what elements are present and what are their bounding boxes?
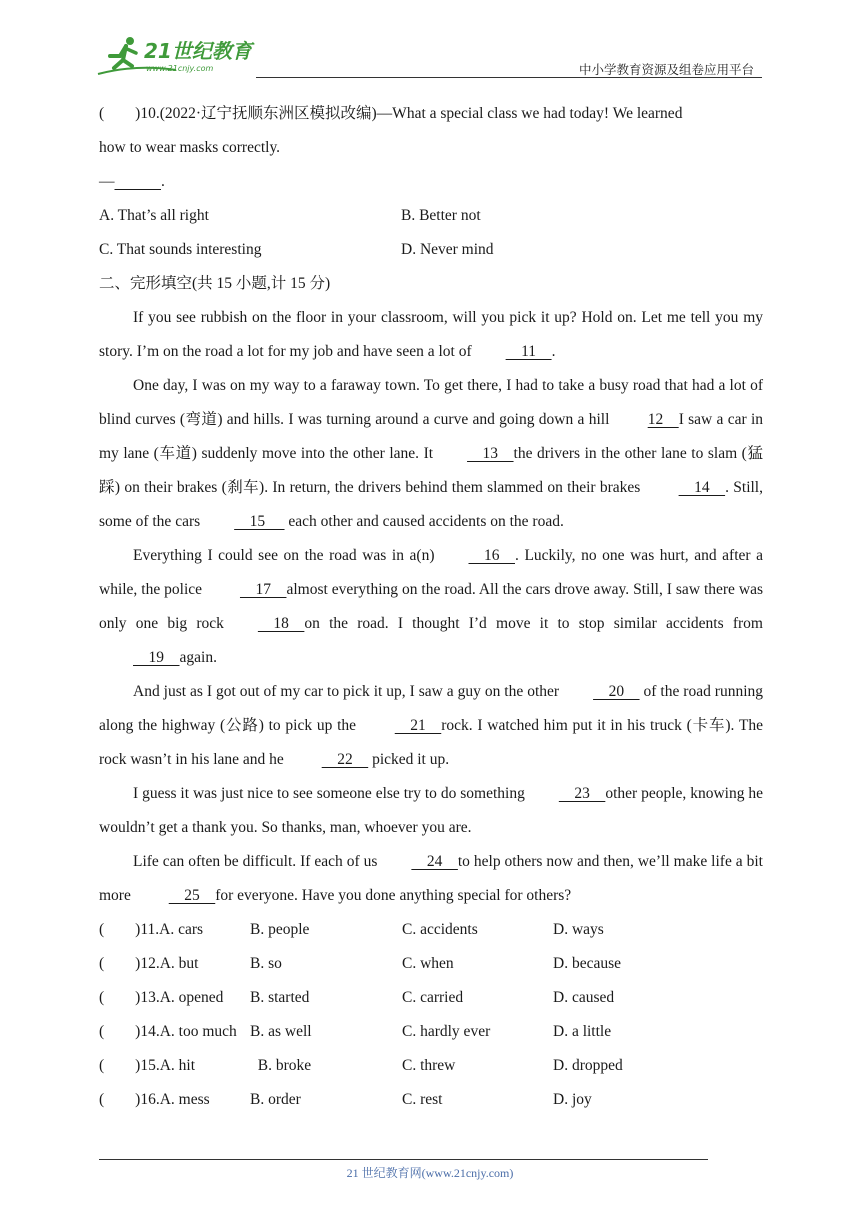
question-number: ( )16.	[99, 1091, 160, 1108]
passage-paragraph-6: Life can often be difficult. If each of us 24 to help others now and then, we’ll make life a bit more 25 for everyone. Have you done anything special for others?	[99, 845, 763, 913]
q10-options-row-1	[99, 199, 763, 233]
question-number: ( )11.	[99, 921, 160, 938]
option-c[interactable]: C. when	[402, 955, 454, 972]
option-c[interactable]: C. accidents	[402, 921, 478, 938]
option-b[interactable]: B. broke	[250, 1057, 312, 1074]
question-number: ( )14.	[99, 1023, 160, 1040]
question-row	[99, 1015, 763, 1049]
document-body	[99, 97, 763, 1117]
passage-paragraph-1: If you see rubbish on the floor in your classroom, will you pick it up? Hold on. Let me tell you my story. I’m on the road a lot for my job and have seen a lot of 11 .	[99, 301, 763, 369]
section-title: 二、完形填空(共 15 小题,计 15 分)	[99, 275, 331, 292]
option-a[interactable]: A. cars	[159, 921, 204, 938]
q10-option-d[interactable]: D. Never mind	[401, 241, 494, 258]
q10-answer-line: — .	[99, 165, 763, 199]
option-c[interactable]: C. carried	[402, 989, 464, 1006]
blank-20[interactable]: 20	[593, 683, 640, 700]
option-d[interactable]: D. because	[553, 955, 621, 972]
blank-22[interactable]: 22	[321, 751, 369, 768]
logo-url: www.21cnjy.com	[146, 64, 214, 73]
option-d[interactable]: D. a little	[553, 1023, 612, 1040]
logo	[96, 34, 256, 78]
page-header	[96, 34, 762, 78]
option-a[interactable]: A. too much	[159, 1023, 237, 1040]
option-d[interactable]: D. ways	[553, 921, 604, 938]
option-a[interactable]: A. hit	[159, 1057, 196, 1074]
question-number: ( )12.	[99, 955, 160, 972]
blank-24[interactable]: 24	[411, 853, 458, 870]
page-footer: 21 世纪教育网(www.21cnjy.com)	[346, 1166, 514, 1180]
q10-stem	[99, 97, 763, 165]
blank-25[interactable]: 25	[168, 887, 216, 904]
blank-21[interactable]: 21	[394, 717, 442, 734]
blank-15[interactable]: 15	[234, 513, 285, 530]
passage-paragraph-5: I guess it was just nice to see someone else try to do something 23 other people, knowing he wouldn’t get a thank you. So thanks, man, whoever you are.	[99, 777, 763, 845]
blank-19[interactable]: 19	[133, 649, 180, 666]
question-row	[99, 981, 763, 1015]
option-c[interactable]: C. rest	[402, 1091, 443, 1108]
q10-stem-line2: how to wear masks correctly.	[99, 139, 281, 156]
option-b[interactable]: B. people	[250, 921, 310, 938]
q10-options-row-2	[99, 233, 763, 267]
question-list	[99, 913, 763, 1117]
option-d[interactable]: D. dropped	[553, 1057, 623, 1074]
option-d[interactable]: D. joy	[553, 1091, 592, 1108]
question-row	[99, 913, 763, 947]
option-a[interactable]: A. but	[159, 955, 199, 972]
question-number: ( )13.	[99, 989, 160, 1006]
header-divider	[256, 77, 762, 78]
q10-option-b[interactable]: B. Better not	[401, 207, 481, 224]
question-row	[99, 1049, 763, 1083]
blank-13[interactable]: 13	[467, 445, 514, 462]
option-b[interactable]: B. as well	[250, 1023, 312, 1040]
blank-23[interactable]: 23	[558, 785, 606, 802]
question-row	[99, 1083, 763, 1117]
question-number: ( )15.	[99, 1057, 160, 1074]
passage-paragraph-3: Everything I could see on the road was in a(n) 16 . Luckily, no one was hurt, and after a while, the police 17 almost everything on the road. All the cars drove away. Still, I saw there was only one big rock 18 on the road. I thought I’d move it to stop similar accidents from 19 again.	[99, 539, 763, 675]
q10-option-a[interactable]: A. That’s all right	[99, 207, 209, 224]
question-row	[99, 947, 763, 981]
blank-12[interactable]: 12	[647, 411, 679, 428]
q10-answer-blank[interactable]	[115, 165, 162, 199]
option-c[interactable]: C. hardly ever	[402, 1023, 491, 1040]
blank-11[interactable]: 11	[505, 343, 552, 360]
blank-16[interactable]: 16	[468, 547, 515, 564]
blank-14[interactable]: 14	[678, 479, 726, 496]
option-b[interactable]: B. started	[250, 989, 310, 1006]
option-a[interactable]: A. opened	[159, 989, 224, 1006]
platform-name: 中小学教育资源及组卷应用平台	[578, 63, 754, 77]
passage-paragraph-4: And just as I got out of my car to pick it up, I saw a guy on the other 20 of the road running along the highway (公路) to pick up the 21 rock. I watched him put it in his truck (卡车). The rock wasn’t in his lane and he 22 picked it up.	[99, 675, 763, 777]
footer-divider	[99, 1159, 708, 1160]
option-b[interactable]: B. order	[250, 1091, 301, 1108]
q10-option-c[interactable]: C. That sounds interesting	[99, 241, 262, 258]
blank-18[interactable]: 18	[257, 615, 305, 632]
passage-paragraph-2: One day, I was on my way to a faraway town. To get there, I had to take a busy road that had a lot of blind curves (弯道) and hills. I was turning around a curve and going down a hill 12 I saw a car in my lane (车道) suddenly move into the other lane. It 13 the drivers in the other lane to slam (猛踩) on their brakes (刹车). In return, the drivers behind them slammed on their brakes 14 . Still, some of the cars 15 each other and caused accidents on the road.	[99, 369, 763, 539]
option-c[interactable]: C. threw	[402, 1057, 456, 1074]
q10-stem-line1: ( )10.(2022·辽宁抚顺东洲区模拟改编)—What a special class we had today! We learned	[99, 105, 683, 122]
option-a[interactable]: A. mess	[159, 1091, 210, 1108]
logo-text: 21世纪教育	[144, 39, 252, 63]
option-d[interactable]: D. caused	[553, 989, 615, 1006]
blank-17[interactable]: 17	[239, 581, 287, 598]
option-b[interactable]: B. so	[250, 955, 282, 972]
